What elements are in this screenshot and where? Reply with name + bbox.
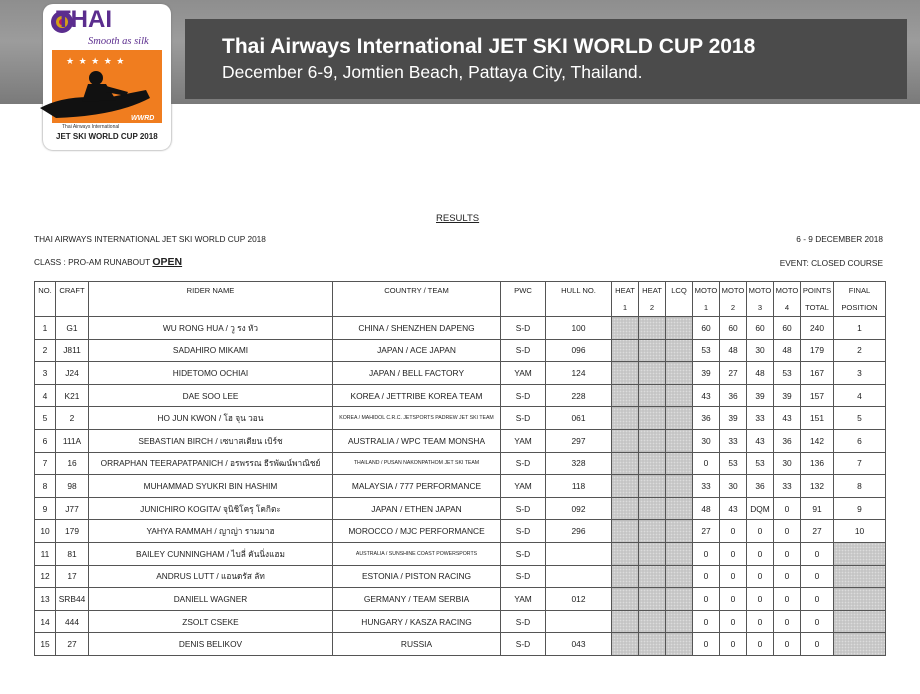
event-name: THAI AIRWAYS INTERNATIONAL JET SKI WORLD CUP 2018 xyxy=(34,234,266,244)
table-row xyxy=(35,384,886,407)
cell-craft: J77 xyxy=(56,497,89,520)
column-header xyxy=(333,282,501,317)
column-header-text: HULL NO. xyxy=(561,286,596,295)
cell-no: 5 xyxy=(35,407,56,430)
column-header-text: POINTS xyxy=(802,286,832,295)
hatched-cell xyxy=(612,317,639,340)
cell-craft: 179 xyxy=(56,520,89,543)
column-header-text: FINAL xyxy=(848,286,871,295)
cell-pos xyxy=(834,633,886,656)
cell-pos: 10 xyxy=(834,520,886,543)
column-header-text: 1 xyxy=(622,303,628,312)
cell-m1: 0 xyxy=(693,542,720,565)
hatched-cell xyxy=(666,565,693,588)
cell-pos xyxy=(834,610,886,633)
cell-no: 10 xyxy=(35,520,56,543)
table-row xyxy=(35,362,886,385)
cell-m2: 0 xyxy=(720,588,747,611)
cell-craft: 16 xyxy=(56,452,89,475)
column-header-text: RIDER NAME xyxy=(186,286,235,295)
cell-team: JAPAN / ETHEN JAPAN xyxy=(333,497,501,520)
cell-hull: 096 xyxy=(546,339,612,362)
cell-m4: 0 xyxy=(774,565,801,588)
column-header xyxy=(35,282,56,317)
cell-hull: 228 xyxy=(546,384,612,407)
column-header xyxy=(774,282,801,317)
cell-m3: 39 xyxy=(747,384,774,407)
cell-m1: 60 xyxy=(693,317,720,340)
results-table xyxy=(34,281,886,656)
cell-hull: 296 xyxy=(546,520,612,543)
cell-hull: 118 xyxy=(546,475,612,498)
cell-rider: DANIELL WAGNER xyxy=(89,588,333,611)
cell-craft: J24 xyxy=(56,362,89,385)
cell-m2: 0 xyxy=(720,542,747,565)
cell-team: RUSSIA xyxy=(333,633,501,656)
column-header-text: 2 xyxy=(730,303,736,312)
hatched-cell xyxy=(612,633,639,656)
cell-m1: 53 xyxy=(693,339,720,362)
column-header-text: TOTAL xyxy=(805,303,829,312)
cell-m2: 33 xyxy=(720,429,747,452)
table-row xyxy=(35,542,886,565)
hatched-cell xyxy=(639,520,666,543)
cell-total: 0 xyxy=(801,610,834,633)
cell-m1: 0 xyxy=(693,588,720,611)
table-row xyxy=(35,452,886,475)
logo-brand: THAI xyxy=(56,6,112,33)
cell-team: MALAYSIA / 777 PERFORMANCE xyxy=(333,475,501,498)
cell-m2: 0 xyxy=(720,565,747,588)
cell-rider: ANDRUS LUTT / แอนดรัส ลัท xyxy=(89,565,333,588)
table-header-row xyxy=(35,282,886,317)
column-header-text: COUNTRY / TEAM xyxy=(384,286,449,295)
cell-total: 179 xyxy=(801,339,834,362)
cell-team: AUSTRALIA / SUNSHINE COAST POWERSPORTS xyxy=(333,542,501,565)
column-header-text: 1 xyxy=(703,303,709,312)
results-heading: RESULTS xyxy=(436,213,480,224)
table-row xyxy=(35,565,886,588)
stars-icon: ★ ★ ★ ★ ★ xyxy=(66,56,126,66)
hatched-cell xyxy=(666,520,693,543)
cell-m2: 0 xyxy=(720,610,747,633)
cell-craft: 444 xyxy=(56,610,89,633)
cell-m4: 0 xyxy=(774,520,801,543)
class-label xyxy=(34,256,182,268)
column-header xyxy=(747,282,774,317)
column-header-text: 4 xyxy=(784,303,790,312)
table-row xyxy=(35,407,886,430)
cell-rider: DAE SOO LEE xyxy=(89,384,333,407)
cell-m3: 43 xyxy=(747,429,774,452)
column-header-text: HEAT xyxy=(642,286,662,295)
cell-m4: 0 xyxy=(774,588,801,611)
cell-team: HUNGARY / KASZA RACING xyxy=(333,610,501,633)
column-header xyxy=(56,282,89,317)
cell-m3: 33 xyxy=(747,407,774,430)
cell-m1: 0 xyxy=(693,610,720,633)
hatched-cell xyxy=(639,588,666,611)
title-box xyxy=(185,19,907,99)
cell-pwc: S-D xyxy=(501,565,546,588)
cell-m2: 60 xyxy=(720,317,747,340)
cell-total: 240 xyxy=(801,317,834,340)
hatched-cell xyxy=(639,497,666,520)
hatched-cell xyxy=(666,633,693,656)
class-name: OPEN xyxy=(152,256,183,268)
table-row xyxy=(35,475,886,498)
cell-m3: 48 xyxy=(747,362,774,385)
hatched-cell xyxy=(612,520,639,543)
cell-rider: BAILEY CUNNINGHAM / ไบลี่ คันนิ่งแฮม xyxy=(89,542,333,565)
cell-m4: 43 xyxy=(774,407,801,430)
table-row xyxy=(35,429,886,452)
logo-tagline: Smooth as silk xyxy=(88,36,149,47)
hatched-cell xyxy=(639,633,666,656)
cell-pwc: S-D xyxy=(501,542,546,565)
hatched-cell xyxy=(666,429,693,452)
cell-team: JAPAN / ACE JAPAN xyxy=(333,339,501,362)
hatched-cell xyxy=(639,407,666,430)
cell-m4: 36 xyxy=(774,429,801,452)
hatched-cell xyxy=(639,384,666,407)
table-row xyxy=(35,497,886,520)
cell-pwc: S-D xyxy=(501,317,546,340)
column-header xyxy=(546,282,612,317)
cell-m2: 0 xyxy=(720,520,747,543)
cell-rider: SEBASTIAN BIRCH / เซบาสเตียน เบิร์ช xyxy=(89,429,333,452)
cell-rider: YAHYA RAMMAH / ญาญ่า รามมาฮ xyxy=(89,520,333,543)
cell-hull: 328 xyxy=(546,452,612,475)
hatched-cell xyxy=(612,497,639,520)
hatched-cell xyxy=(666,407,693,430)
cell-hull: 043 xyxy=(546,633,612,656)
cell-hull xyxy=(546,542,612,565)
column-header xyxy=(639,282,666,317)
jetski-rider-icon xyxy=(36,64,156,122)
cell-hull: 124 xyxy=(546,362,612,385)
cell-no: 14 xyxy=(35,610,56,633)
cell-m4: 39 xyxy=(774,384,801,407)
cell-m1: 0 xyxy=(693,633,720,656)
column-header xyxy=(89,282,333,317)
table-row xyxy=(35,317,886,340)
cell-m3: DQM xyxy=(747,497,774,520)
cell-team: CHINA / SHENZHEN DAPENG xyxy=(333,317,501,340)
cell-total: 0 xyxy=(801,542,834,565)
table-row xyxy=(35,610,886,633)
cell-pos: 9 xyxy=(834,497,886,520)
cell-hull: 061 xyxy=(546,407,612,430)
cell-m3: 0 xyxy=(747,588,774,611)
cell-m3: 0 xyxy=(747,633,774,656)
column-header-text: 2 xyxy=(649,303,655,312)
cell-m1: 0 xyxy=(693,452,720,475)
cell-craft: 2 xyxy=(56,407,89,430)
hatched-cell xyxy=(639,362,666,385)
cell-total: 167 xyxy=(801,362,834,385)
cell-m3: 36 xyxy=(747,475,774,498)
cell-total: 136 xyxy=(801,452,834,475)
cell-m3: 0 xyxy=(747,610,774,633)
cell-pwc: S-D xyxy=(501,384,546,407)
hatched-cell xyxy=(612,384,639,407)
cell-m1: 33 xyxy=(693,475,720,498)
cell-pos xyxy=(834,565,886,588)
cell-craft: J811 xyxy=(56,339,89,362)
cell-team: AUSTRALIA / WPC TEAM MONSHA xyxy=(333,429,501,452)
hatched-cell xyxy=(666,610,693,633)
cell-m1: 39 xyxy=(693,362,720,385)
cell-no: 11 xyxy=(35,542,56,565)
logo-mark: WWRD xyxy=(131,115,155,122)
cell-pwc: S-D xyxy=(501,610,546,633)
cell-pos xyxy=(834,542,886,565)
cell-m3: 0 xyxy=(747,520,774,543)
cell-m4: 0 xyxy=(774,542,801,565)
cell-rider: MUHAMMAD SYUKRI BIN HASHIM xyxy=(89,475,333,498)
cell-no: 7 xyxy=(35,452,56,475)
table-row xyxy=(35,520,886,543)
hatched-cell xyxy=(666,384,693,407)
cell-total: 0 xyxy=(801,633,834,656)
column-header-text: LCQ xyxy=(671,286,687,295)
cell-no: 9 xyxy=(35,497,56,520)
cell-rider: WU RONG HUA / วู รง หัว xyxy=(89,317,333,340)
column-header xyxy=(666,282,693,317)
column-header xyxy=(612,282,639,317)
event-type: EVENT: CLOSED COURSE xyxy=(779,258,883,268)
cell-craft: 98 xyxy=(56,475,89,498)
class-prefix: CLASS : PRO-AM RUNABOUT xyxy=(34,257,151,267)
hatched-cell xyxy=(639,610,666,633)
cell-pos: 1 xyxy=(834,317,886,340)
cell-team: THAILAND / PUSAN NAKONPATHOM JET SKI TEAM xyxy=(333,452,501,475)
hatched-cell xyxy=(666,317,693,340)
cell-m1: 30 xyxy=(693,429,720,452)
cell-no: 6 xyxy=(35,429,56,452)
cell-m4: 33 xyxy=(774,475,801,498)
cell-m4: 30 xyxy=(774,452,801,475)
hatched-cell xyxy=(639,339,666,362)
column-header xyxy=(801,282,834,317)
hatched-cell xyxy=(666,362,693,385)
cell-pwc: S-D xyxy=(501,339,546,362)
cell-hull: 012 xyxy=(546,588,612,611)
cell-rider: HIDETOMO OCHIAI xyxy=(89,362,333,385)
cell-no: 13 xyxy=(35,588,56,611)
hatched-cell xyxy=(666,452,693,475)
cell-total: 142 xyxy=(801,429,834,452)
hatched-cell xyxy=(639,317,666,340)
hatched-cell xyxy=(612,542,639,565)
cell-m3: 0 xyxy=(747,565,774,588)
cell-total: 27 xyxy=(801,520,834,543)
cell-m4: 0 xyxy=(774,497,801,520)
cell-pwc: YAM xyxy=(501,429,546,452)
hatched-cell xyxy=(639,452,666,475)
cell-pwc: YAM xyxy=(501,588,546,611)
hatched-cell xyxy=(666,542,693,565)
cell-pos: 2 xyxy=(834,339,886,362)
hatched-cell xyxy=(612,452,639,475)
cell-craft: G1 xyxy=(56,317,89,340)
column-header xyxy=(693,282,720,317)
column-header-text: MOTO xyxy=(694,286,718,295)
table-row xyxy=(35,588,886,611)
cell-total: 151 xyxy=(801,407,834,430)
column-header-text: HEAT xyxy=(615,286,635,295)
column-header-text: CRAFT xyxy=(59,286,85,295)
cell-pos: 4 xyxy=(834,384,886,407)
hatched-cell xyxy=(666,339,693,362)
cell-pwc: YAM xyxy=(501,362,546,385)
cell-pos: 3 xyxy=(834,362,886,385)
cell-no: 4 xyxy=(35,384,56,407)
cell-team: JAPAN / BELL FACTORY xyxy=(333,362,501,385)
cell-no: 15 xyxy=(35,633,56,656)
cell-pos: 8 xyxy=(834,475,886,498)
cell-rider: JUNICHIRO KOGITA/ จุนิชิโครุ โคกิตะ xyxy=(89,497,333,520)
cell-m2: 36 xyxy=(720,384,747,407)
cell-pos: 7 xyxy=(834,452,886,475)
cell-m2: 43 xyxy=(720,497,747,520)
hatched-cell xyxy=(612,362,639,385)
hatched-cell xyxy=(612,407,639,430)
column-header xyxy=(720,282,747,317)
cell-rider: ORRAPHAN TEERAPATPANICH / อรพรรณ ธีรพัฒน์พาณิชย์ xyxy=(89,452,333,475)
hatched-cell xyxy=(612,610,639,633)
cell-pwc: YAM xyxy=(501,475,546,498)
cell-m2: 53 xyxy=(720,452,747,475)
cell-craft: K21 xyxy=(56,384,89,407)
column-header-text: PWC xyxy=(514,286,532,295)
hatched-cell xyxy=(666,497,693,520)
logo-banner-small: Thai Airways International xyxy=(62,124,120,130)
cell-m2: 48 xyxy=(720,339,747,362)
page-subtitle: December 6-9, Jomtien Beach, Pattaya City, Thailand. xyxy=(222,62,643,82)
cell-no: 12 xyxy=(35,565,56,588)
hatched-cell xyxy=(639,565,666,588)
cell-team: MOROCCO / MJC PERFORMANCE xyxy=(333,520,501,543)
logo-banner-title: JET SKI WORLD CUP 2018 xyxy=(56,132,158,141)
cell-pwc: S-D xyxy=(501,520,546,543)
cell-craft: 111A xyxy=(56,429,89,452)
cell-team: GERMANY / TEAM SERBIA xyxy=(333,588,501,611)
cell-total: 132 xyxy=(801,475,834,498)
cell-team: KOREA / MAHIDOL C.R.C. JETSPORTS PADREW JET SKI TEAM xyxy=(333,407,501,430)
cell-m3: 0 xyxy=(747,542,774,565)
cell-pos: 5 xyxy=(834,407,886,430)
cell-craft: 81 xyxy=(56,542,89,565)
cell-rider: DENIS BELIKOV xyxy=(89,633,333,656)
cell-hull xyxy=(546,610,612,633)
cell-m4: 0 xyxy=(774,633,801,656)
cell-m1: 48 xyxy=(693,497,720,520)
cell-m3: 30 xyxy=(747,339,774,362)
column-header-text: MOTO xyxy=(721,286,745,295)
cell-total: 0 xyxy=(801,588,834,611)
cell-pwc: S-D xyxy=(501,407,546,430)
hatched-cell xyxy=(639,429,666,452)
cell-team: KOREA / JETTRIBE KOREA TEAM xyxy=(333,384,501,407)
cell-rider: ZSOLT CSEKE xyxy=(89,610,333,633)
event-dates: 6 - 9 DECEMBER 2018 xyxy=(796,234,883,244)
cell-craft: SRB44 xyxy=(56,588,89,611)
cell-total: 157 xyxy=(801,384,834,407)
cell-team: ESTONIA / PISTON RACING xyxy=(333,565,501,588)
cell-m2: 27 xyxy=(720,362,747,385)
cell-rider: SADAHIRO MIKAMI xyxy=(89,339,333,362)
table-row xyxy=(35,339,886,362)
cell-no: 2 xyxy=(35,339,56,362)
cell-craft: 27 xyxy=(56,633,89,656)
cell-m2: 0 xyxy=(720,633,747,656)
cell-m4: 53 xyxy=(774,362,801,385)
hatched-cell xyxy=(612,429,639,452)
column-header-text: MOTO xyxy=(775,286,799,295)
cell-craft: 17 xyxy=(56,565,89,588)
cell-hull xyxy=(546,565,612,588)
cell-m1: 0 xyxy=(693,565,720,588)
cell-pwc: S-D xyxy=(501,497,546,520)
cell-hull: 297 xyxy=(546,429,612,452)
cell-hull: 092 xyxy=(546,497,612,520)
cell-total: 91 xyxy=(801,497,834,520)
cell-hull: 100 xyxy=(546,317,612,340)
cell-m4: 60 xyxy=(774,317,801,340)
cell-m1: 27 xyxy=(693,520,720,543)
cell-m1: 43 xyxy=(693,384,720,407)
cell-m2: 30 xyxy=(720,475,747,498)
hatched-cell xyxy=(639,542,666,565)
page-title: Thai Airways International JET SKI WORLD CUP 2018 xyxy=(222,35,756,58)
hatched-cell xyxy=(612,339,639,362)
cell-no: 3 xyxy=(35,362,56,385)
cell-m4: 0 xyxy=(774,610,801,633)
hatched-cell xyxy=(666,475,693,498)
cell-m3: 60 xyxy=(747,317,774,340)
cell-no: 1 xyxy=(35,317,56,340)
hatched-cell xyxy=(612,565,639,588)
cell-m3: 53 xyxy=(747,452,774,475)
cell-rider: HO JUN KWON / โฮ จุน วอน xyxy=(89,407,333,430)
cell-total: 0 xyxy=(801,565,834,588)
cell-pwc: S-D xyxy=(501,633,546,656)
cell-m1: 36 xyxy=(693,407,720,430)
column-header-text: MOTO xyxy=(748,286,772,295)
column-header-text: NO. xyxy=(38,286,52,295)
column-header xyxy=(834,282,886,317)
cell-pos: 6 xyxy=(834,429,886,452)
column-header-text: POSITION xyxy=(841,303,878,312)
cell-no: 8 xyxy=(35,475,56,498)
cell-m4: 48 xyxy=(774,339,801,362)
cell-m2: 39 xyxy=(720,407,747,430)
hatched-cell xyxy=(666,588,693,611)
hatched-cell xyxy=(612,588,639,611)
column-header-text: 3 xyxy=(757,303,763,312)
hatched-cell xyxy=(639,475,666,498)
hatched-cell xyxy=(612,475,639,498)
cell-pwc: S-D xyxy=(501,452,546,475)
cell-pos xyxy=(834,588,886,611)
table-row xyxy=(35,633,886,656)
column-header xyxy=(501,282,546,317)
